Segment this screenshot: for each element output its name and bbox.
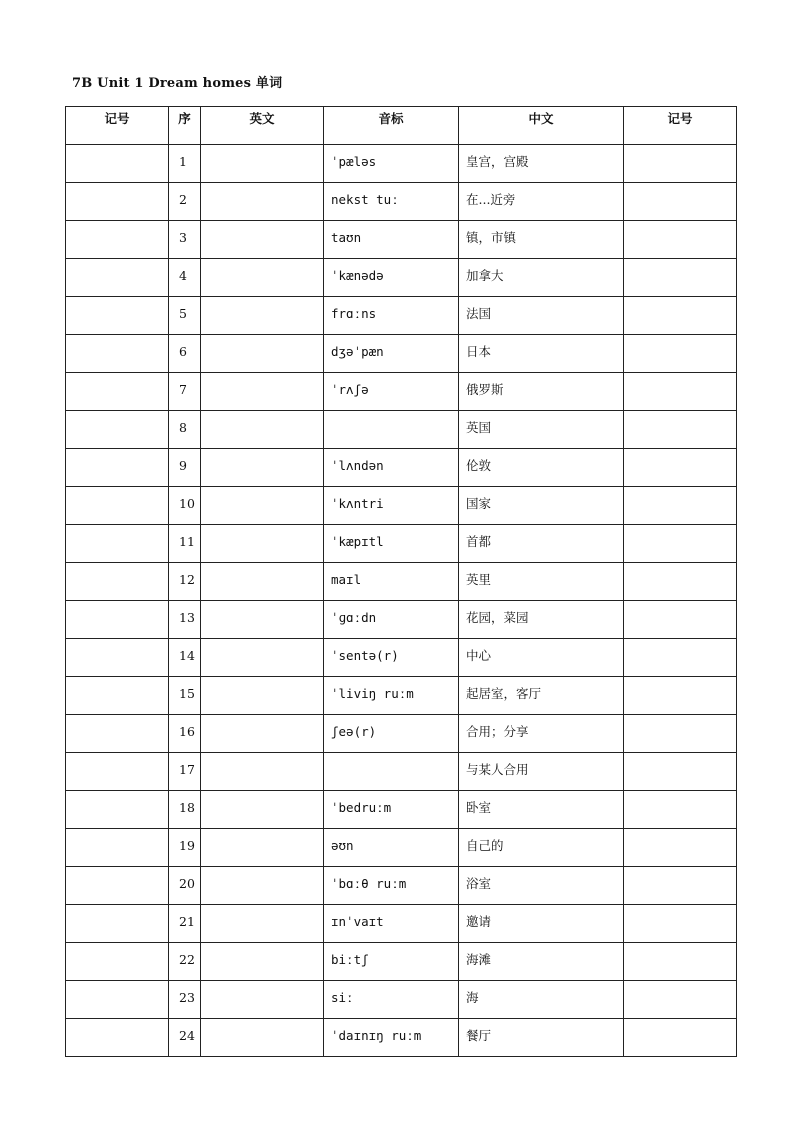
- mark-cell-2: [624, 943, 737, 981]
- number-cell: 22: [169, 943, 201, 981]
- mark-cell-2: [624, 145, 737, 183]
- number-cell: 23: [169, 981, 201, 1019]
- table-row: [66, 715, 737, 753]
- chinese-cell: 英国: [459, 411, 624, 449]
- table-row: [66, 829, 737, 867]
- table-header-row: [66, 107, 737, 145]
- phonetic-cell: taʊn: [324, 221, 459, 259]
- phonetic-cell: ˈkænədə: [324, 259, 459, 297]
- number-cell: 8: [169, 411, 201, 449]
- mark-cell-2: [624, 753, 737, 791]
- english-cell: [201, 905, 324, 943]
- number-cell: 14: [169, 639, 201, 677]
- mark-cell: [66, 677, 169, 715]
- mark-cell: [66, 829, 169, 867]
- english-cell: [201, 411, 324, 449]
- number-cell: 11: [169, 525, 201, 563]
- number-cell: 7: [169, 373, 201, 411]
- header-mark-2: 记号: [624, 107, 737, 145]
- mark-cell-2: [624, 677, 737, 715]
- chinese-cell: 花园，菜园: [459, 601, 624, 639]
- mark-cell-2: [624, 373, 737, 411]
- chinese-cell: 皇宫，宫殿: [459, 145, 624, 183]
- phonetic-cell: ˈdaɪnɪŋ ruːm: [324, 1019, 459, 1057]
- chinese-cell: 合用；分享: [459, 715, 624, 753]
- english-cell: [201, 145, 324, 183]
- mark-cell-2: [624, 715, 737, 753]
- number-cell: 5: [169, 297, 201, 335]
- number-cell: 19: [169, 829, 201, 867]
- english-cell: [201, 373, 324, 411]
- english-cell: [201, 563, 324, 601]
- table-row: [66, 601, 737, 639]
- phonetic-cell: biːtʃ: [324, 943, 459, 981]
- english-cell: [201, 335, 324, 373]
- table-row: [66, 981, 737, 1019]
- mark-cell: [66, 221, 169, 259]
- table-row: [66, 753, 737, 791]
- mark-cell: [66, 297, 169, 335]
- number-cell: 17: [169, 753, 201, 791]
- phonetic-cell: əʊn: [324, 829, 459, 867]
- chinese-cell: 海滩: [459, 943, 624, 981]
- mark-cell-2: [624, 183, 737, 221]
- number-cell: 13: [169, 601, 201, 639]
- chinese-cell: 伦敦: [459, 449, 624, 487]
- table-row: [66, 487, 737, 525]
- english-cell: [201, 221, 324, 259]
- table-row: [66, 791, 737, 829]
- number-cell: 9: [169, 449, 201, 487]
- phonetic-cell: dʒəˈpæn: [324, 335, 459, 373]
- english-cell: [201, 829, 324, 867]
- mark-cell-2: [624, 563, 737, 601]
- english-cell: [201, 677, 324, 715]
- mark-cell: [66, 867, 169, 905]
- phonetic-cell: ˈbedruːm: [324, 791, 459, 829]
- chinese-cell: 首都: [459, 525, 624, 563]
- number-cell: 2: [169, 183, 201, 221]
- number-cell: 1: [169, 145, 201, 183]
- mark-cell-2: [624, 791, 737, 829]
- phonetic-cell: ʃeə(r): [324, 715, 459, 753]
- phonetic-cell: siː: [324, 981, 459, 1019]
- mark-cell-2: [624, 335, 737, 373]
- english-cell: [201, 943, 324, 981]
- phonetic-cell: ˈliviŋ ruːm: [324, 677, 459, 715]
- english-cell: [201, 753, 324, 791]
- mark-cell: [66, 487, 169, 525]
- phonetic-cell: [324, 753, 459, 791]
- header-phonetic: 音标: [324, 107, 459, 145]
- english-cell: [201, 867, 324, 905]
- chinese-cell: 法国: [459, 297, 624, 335]
- number-cell: 24: [169, 1019, 201, 1057]
- table-row: [66, 145, 737, 183]
- chinese-cell: 海: [459, 981, 624, 1019]
- chinese-cell: 中心: [459, 639, 624, 677]
- number-cell: 16: [169, 715, 201, 753]
- table-row: [66, 677, 737, 715]
- number-cell: 12: [169, 563, 201, 601]
- phonetic-cell: maɪl: [324, 563, 459, 601]
- table-row: [66, 639, 737, 677]
- phonetic-cell: [324, 411, 459, 449]
- mark-cell-2: [624, 905, 737, 943]
- table-row: [66, 221, 737, 259]
- table-row: [66, 867, 737, 905]
- chinese-cell: 在...近旁: [459, 183, 624, 221]
- mark-cell-2: [624, 829, 737, 867]
- mark-cell: [66, 525, 169, 563]
- phonetic-cell: ɪnˈvaɪt: [324, 905, 459, 943]
- mark-cell-2: [624, 525, 737, 563]
- mark-cell: [66, 981, 169, 1019]
- table-row: [66, 411, 737, 449]
- mark-cell-2: [624, 221, 737, 259]
- phonetic-cell: ˈpæləs: [324, 145, 459, 183]
- table-row: [66, 297, 737, 335]
- number-cell: 20: [169, 867, 201, 905]
- english-cell: [201, 487, 324, 525]
- english-cell: [201, 981, 324, 1019]
- mark-cell: [66, 943, 169, 981]
- mark-cell-2: [624, 487, 737, 525]
- chinese-cell: 起居室，客厅: [459, 677, 624, 715]
- mark-cell: [66, 905, 169, 943]
- document-title: 7B Unit 1 Dream homes 单词: [72, 76, 283, 91]
- mark-cell: [66, 335, 169, 373]
- phonetic-cell: ˈrʌʃə: [324, 373, 459, 411]
- table-row: [66, 563, 737, 601]
- mark-cell-2: [624, 297, 737, 335]
- phonetic-cell: ˈlʌndən: [324, 449, 459, 487]
- mark-cell: [66, 373, 169, 411]
- english-cell: [201, 183, 324, 221]
- chinese-cell: 俄罗斯: [459, 373, 624, 411]
- mark-cell-2: [624, 639, 737, 677]
- phonetic-cell: ˈkʌntri: [324, 487, 459, 525]
- mark-cell-2: [624, 981, 737, 1019]
- chinese-cell: 浴室: [459, 867, 624, 905]
- table-row: [66, 1019, 737, 1057]
- english-cell: [201, 297, 324, 335]
- mark-cell-2: [624, 449, 737, 487]
- phonetic-cell: ˈsentə(r): [324, 639, 459, 677]
- header-english: 英文: [201, 107, 324, 145]
- mark-cell-2: [624, 601, 737, 639]
- phonetic-cell: frɑːns: [324, 297, 459, 335]
- header-number: 序: [169, 107, 201, 145]
- table-row: [66, 373, 737, 411]
- chinese-cell: 卧室: [459, 791, 624, 829]
- phonetic-cell: nekst tuː: [324, 183, 459, 221]
- english-cell: [201, 525, 324, 563]
- number-cell: 21: [169, 905, 201, 943]
- mark-cell: [66, 639, 169, 677]
- table-row: [66, 183, 737, 221]
- number-cell: 15: [169, 677, 201, 715]
- chinese-cell: 自己的: [459, 829, 624, 867]
- table-row: [66, 525, 737, 563]
- mark-cell: [66, 791, 169, 829]
- mark-cell-2: [624, 1019, 737, 1057]
- table-row: [66, 905, 737, 943]
- chinese-cell: 镇，市镇: [459, 221, 624, 259]
- mark-cell: [66, 715, 169, 753]
- chinese-cell: 邀请: [459, 905, 624, 943]
- mark-cell-2: [624, 259, 737, 297]
- chinese-cell: 国家: [459, 487, 624, 525]
- number-cell: 6: [169, 335, 201, 373]
- english-cell: [201, 449, 324, 487]
- chinese-cell: 英里: [459, 563, 624, 601]
- table-row: [66, 259, 737, 297]
- english-cell: [201, 601, 324, 639]
- english-cell: [201, 259, 324, 297]
- mark-cell: [66, 1019, 169, 1057]
- mark-cell: [66, 753, 169, 791]
- number-cell: 3: [169, 221, 201, 259]
- chinese-cell: 与某人合用: [459, 753, 624, 791]
- number-cell: 4: [169, 259, 201, 297]
- number-cell: 10: [169, 487, 201, 525]
- mark-cell: [66, 563, 169, 601]
- chinese-cell: 日本: [459, 335, 624, 373]
- chinese-cell: 餐厅: [459, 1019, 624, 1057]
- table-row: [66, 449, 737, 487]
- english-cell: [201, 715, 324, 753]
- phonetic-cell: ˈɡɑːdn: [324, 601, 459, 639]
- number-cell: 18: [169, 791, 201, 829]
- table-row: [66, 335, 737, 373]
- phonetic-cell: ˈkæpɪtl: [324, 525, 459, 563]
- mark-cell: [66, 449, 169, 487]
- chinese-cell: 加拿大: [459, 259, 624, 297]
- mark-cell: [66, 145, 169, 183]
- mark-cell-2: [624, 411, 737, 449]
- mark-cell: [66, 259, 169, 297]
- mark-cell: [66, 411, 169, 449]
- mark-cell-2: [624, 867, 737, 905]
- english-cell: [201, 639, 324, 677]
- header-mark: 记号: [66, 107, 169, 145]
- phonetic-cell: ˈbɑːθ ruːm: [324, 867, 459, 905]
- table-row: [66, 943, 737, 981]
- mark-cell: [66, 183, 169, 221]
- vocabulary-table: [65, 106, 737, 1057]
- header-chinese: 中文: [459, 107, 624, 145]
- english-cell: [201, 791, 324, 829]
- english-cell: [201, 1019, 324, 1057]
- mark-cell: [66, 601, 169, 639]
